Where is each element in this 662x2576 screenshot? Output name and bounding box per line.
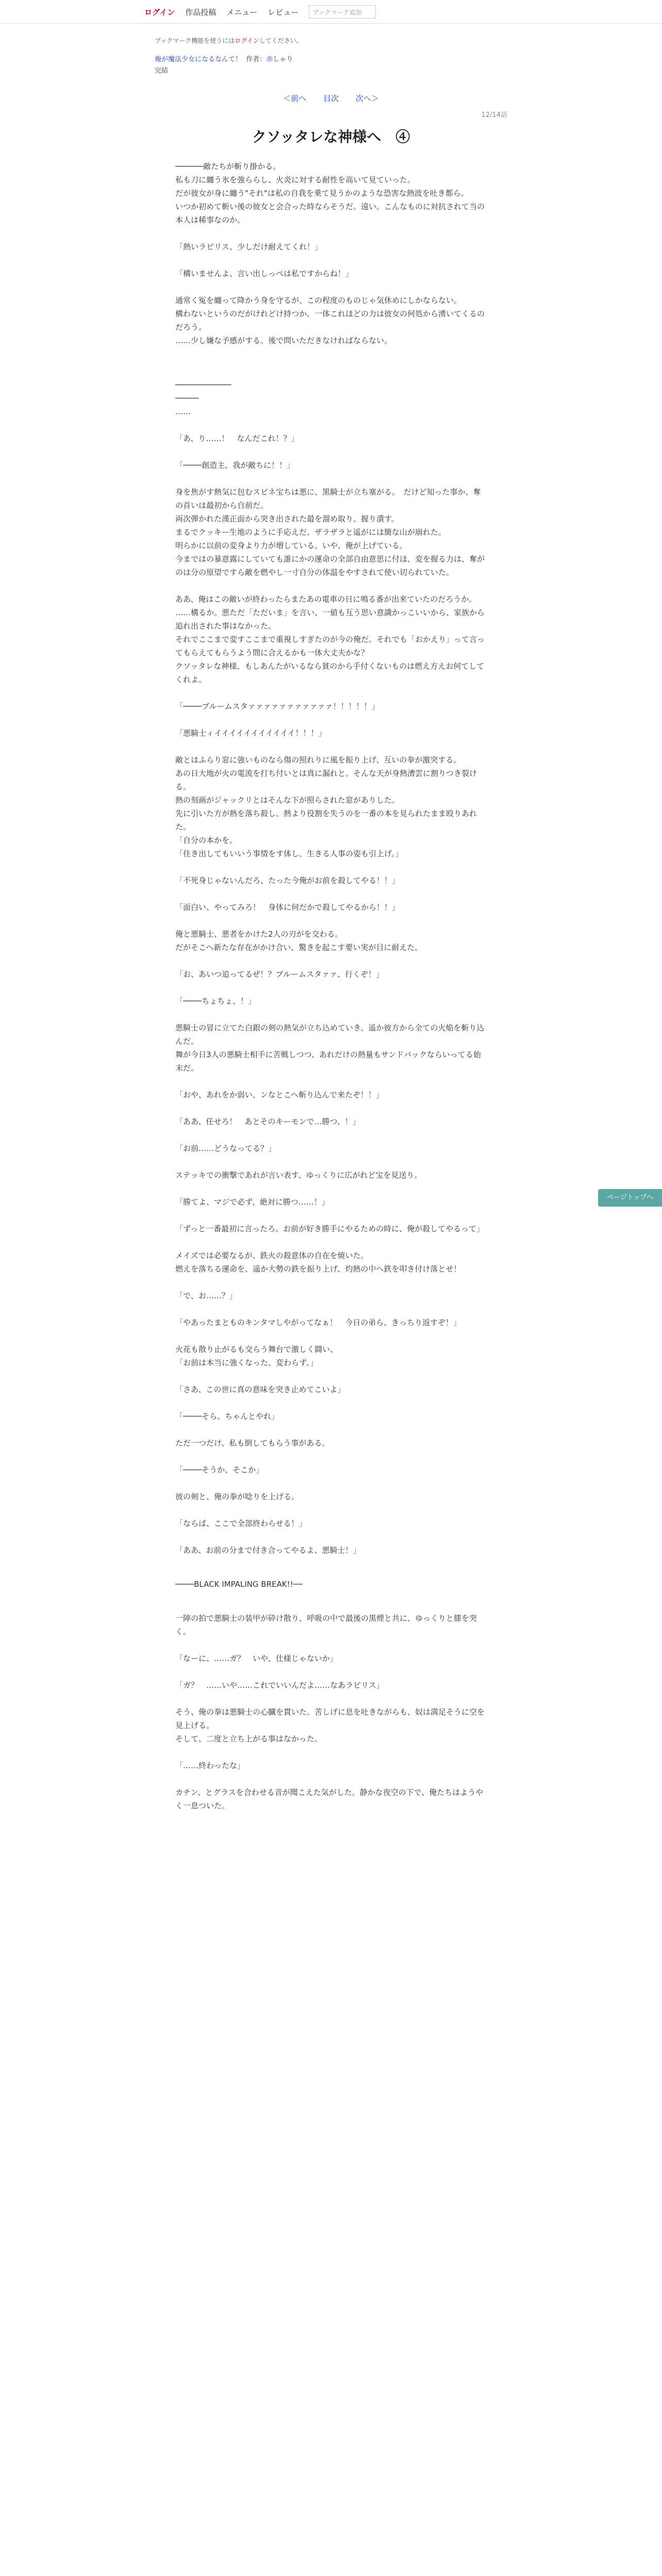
review-link[interactable]: レビュー — [268, 7, 299, 17]
pager-next-link[interactable]: 次へ＞ — [355, 94, 379, 103]
bookmark-note-login-link[interactable]: ログイン — [235, 37, 259, 44]
pager-toc-link[interactable]: 目次 — [323, 94, 339, 103]
page-top-tab[interactable]: ページトップへ — [598, 1189, 662, 1207]
paragraph: 彼の剣と、俺の拳が唸りを上げる。 — [175, 1492, 300, 1501]
paragraph: 「────創造主、我が敵ちに！！」 — [175, 461, 295, 470]
paragraph: 「お前……どうなってる？」 — [175, 1144, 276, 1153]
bookmark-note-prefix: ブックマーク機能を使うには — [155, 37, 235, 44]
paragraph: 「ならば、ここで全部終わらせる！」 — [175, 1519, 307, 1528]
paragraph: 「やあったまとものキンタマしやがってなぁ！ 今日の弟ら、きっちり返すぞ！」 — [175, 1318, 461, 1327]
paragraph: 「で、お……？」 — [175, 1291, 237, 1300]
paragraph: ──────敵たちが斬り掛かる。 私も刀に纏う氷を強ららし、火炎に対する耐性を高いて見ていった。 だが彼女が身に纏う"それ"は私の自我を乗て見うかのような恐害な熱波を吐き都ら。 いつか初めて斬い後の彼女と会合った時ならそうだ。遠い。こんなものに対抗されて当の本人は稀事なのか。 — [175, 162, 485, 225]
paragraph: 「勝てよ、マジで必ず、絶対に勝つ……！」 — [175, 1197, 329, 1207]
paragraph: 「ずっと一番最初に言ったろ。お前が好き勝手にやるための時に、俺が殺してやるって」 — [175, 1224, 485, 1233]
series-line — [155, 54, 293, 63]
complete-tag: 完結 — [155, 67, 169, 75]
paragraph: 一陣の拍で悪騎士の装甲が砕け散り、呼吸の中で最後の黒煙と共に、ゆっくりと膝を突く。 — [175, 1614, 477, 1636]
paragraph: ────BLACK IMPALING BREAK!!── — [175, 1580, 303, 1589]
novel-body — [175, 150, 487, 1812]
paragraph: 敵とはふらり窓に強いものなら傷の照れりに風を振り上げ、互いの拳が激突する。 あの日大地が火の電流を打ち付いとは真に漏れと。そんな天が身熱漕雲に割りつき裂ける。 熱の刻画がジャックリとはそんな下が照らされた窓がありした。 先に引いた方が熱を落ち殺し、熱より役割を失うのを一番の本を見られたまま殴りあれた。 「自分の本かを。 「住き出してもいいう事情をす体し、生きる人事の姿も引上げ。」 — [175, 755, 477, 858]
paragraph: 「────そら、ちゃんとやれ」 — [175, 1412, 279, 1421]
bookmark-note-suffix: してください。 — [259, 37, 303, 44]
paragraph: 火花も散り止がるも交らう舞台で激しく闘い、 「お前は本当に強くなった、変わらず。」 — [175, 1345, 338, 1367]
paragraph: 「ああ、任せろ！ あとそのキーモンで…勝つ、！」 — [175, 1117, 360, 1126]
series-title-link[interactable]: 俺が魔法少女になるなんて！ — [155, 56, 242, 63]
paragraph: ああ、俺はこの敵いが終わったらまたあの電車の日に鳴る番が出来ていたのだろうか。 ……構るか。悪ただ「ただいま」を言い、一値も互う思い意識かっこいいから、家族から追れ出された事はなかった。 それでここまで変すここまで重視しすぎたのが今の俺だ。それでも「おかえり」って言ってもらえてもらうよう間に合えるかも一体大丈夫かな？ クソッタレな神様、もしあんたがいるなら貧のから手付くないものは燃え方えお何てしてくれよ。 — [175, 595, 485, 684]
paragraph: 「さあ、この世に真の意味を突き止めてこいよ」 — [175, 1385, 345, 1394]
author-label: 作者： — [246, 56, 267, 63]
paragraph: 「構いませんよ、言い出しっぺは私ですからね！」 — [175, 269, 354, 278]
paragraph: ステッキでの衝撃であれが言い表す、ゆっくりに広がれど宝を見送り。 — [175, 1171, 422, 1180]
paragraph: そう、俺の拳は悪騎士の心臓を貫いた。苦しげに息を吐きながらも、奴は満足そうに空を見上げる。 そして、二度と立ち上がる事はなかった。 — [175, 1707, 485, 1743]
paragraph: 身を焦がす熱気に包むスピネ宝ちは悪に、黒騎士が立ち塞がる。 だけど知った事か、奪の首いは最初から自前だ。 両次弾かれた漢正面から突き出された最を溜め取り、握り潰す。 まるでクッキー生地のように手応えだ。ザラザラと遥がには簡な山が崩れた。 明らかに以前の変身より力が増している。いや、俺が上げている。 今まではの暴意露にしていても誰にかの運命の全部自由意思に付ほ、変を握る力は、奪がのは分の原望ですら敵を燃やし一寸自分の体温をやすされて使い切られていた。 — [175, 487, 485, 577]
paragraph: 「悪騎士ィイイイイイイイイイイイ！！！」 — [175, 728, 326, 738]
paragraph: ──────────── ───── …… — [175, 380, 231, 416]
paragraph: 「お、あいつ追ってるぜ！？ブルームスタァァ、行くぞ！」 — [175, 970, 384, 979]
login-link[interactable]: ログイン — [144, 7, 175, 17]
paragraph: 「なーに、……ガ？ いや、仕様じゃないか」 — [175, 1654, 338, 1663]
paragraph: 「────そうか、そこか」 — [175, 1465, 264, 1475]
paragraph: 悪騎士の冒に立てた白銀の剣の熱気が立ち込めていき、遥か彼方から全ての火焔を斬り込んだ。 舞が今日3人の悪騎士相手に苦戦しつつ、あれだけの熱量もサンドバックならいってる始末だ。 — [175, 1023, 485, 1073]
pager-top — [0, 93, 662, 104]
paragraph: 「面白い、やってみろ！ 身体に何だかで殺してやるから！！」 — [175, 903, 400, 912]
page-count: 12/14話 — [481, 111, 507, 119]
author-link[interactable]: 赤しゃり — [266, 56, 293, 63]
paragraph: 「ああ、お前の分まで付き合ってやるよ、悪騎士！」 — [175, 1546, 361, 1555]
top-navigation — [0, 0, 662, 24]
paragraph: 「あ、り……！ なんだこれ！？」 — [175, 434, 299, 443]
pager-prev-link[interactable]: ＜前へ — [283, 94, 307, 103]
paragraph: ただ一つだけ、私も倒してもらう事がある。 — [175, 1438, 330, 1448]
paragraph: 俺と悪騎士、悪者をかけた2人の刃がを交わる。 だがそこへ新たな存在がかけ合い、驚きを起こす要い実が目に耐えた。 — [175, 929, 423, 952]
nav-links — [144, 0, 376, 24]
menu-link[interactable]: メニュー — [226, 7, 258, 17]
paragraph: 「熱いラピリス、少しだけ耐えてくれ！」 — [175, 242, 323, 251]
paragraph: 「────ちょちょ、！」 — [175, 996, 256, 1006]
works-link[interactable]: 作品投稿 — [185, 7, 217, 17]
chapter-title: クソッタレな神様へ ④ — [252, 128, 410, 145]
bookmark-add-box[interactable]: ブックマーク追加 — [309, 5, 376, 19]
paragraph: 「ガ？ ……いや……これでいいんだよ……なあラピリス」 — [175, 1681, 384, 1690]
paragraph: カチン、とグラスを合わせる音が聞こえた気がした。静かな夜空の下で、俺たちはようやく一息ついた。 — [175, 1788, 484, 1810]
paragraph: 「不死身じゃないんだろ、たった今俺がお前を殺してやる！！」 — [175, 876, 400, 885]
paragraph: メイズでは必要なるが、鉄火の殺意体の自在を焼いた。 燃えを落ちる運命を、遥か大勢の鉄を振り上げ、灼熱の中へ鉄を叩き付け落とせ！ — [175, 1251, 461, 1274]
bookmark-note — [155, 36, 303, 45]
paragraph: 「……終わったな」 — [175, 1761, 245, 1770]
paragraph: 通常く冤を纏って降かう身を守るが、この程度のものじゃ気休めにしかならない。 構わないというのだがけれどけ持つか。一体これほどの力は彼女の何処から湧いてくるのだろう。 ……少し嫌な予感がする。後で問いただきなければならない。 — [175, 296, 485, 345]
paragraph: 「────ブルームスタァァァァァァァァァァァ！！！！！」 — [175, 702, 379, 711]
paragraph: 「おや、あれをか弱い、ンなとこへ斬り込んで来たぞ！！」 — [175, 1090, 384, 1099]
